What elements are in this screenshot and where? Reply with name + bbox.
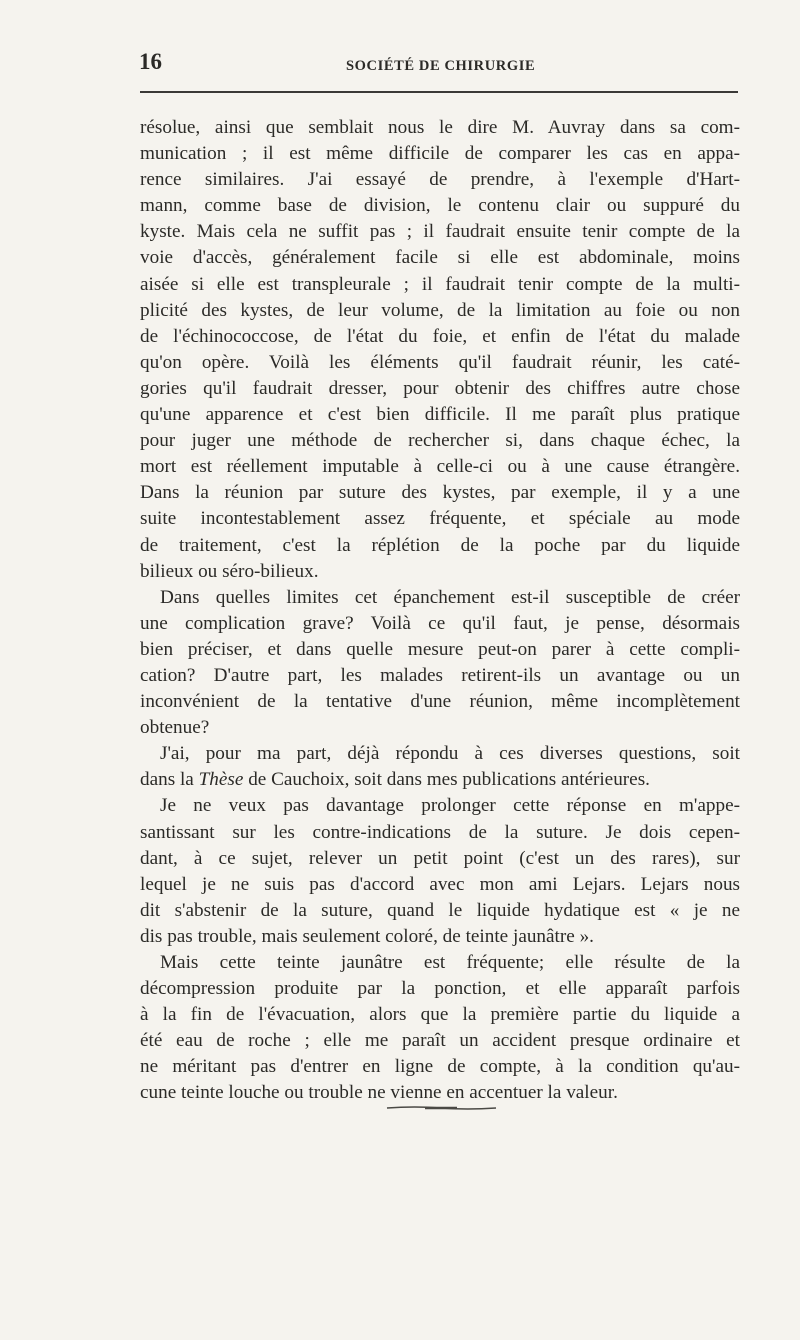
text-line: aisée si elle est transpleurale ; il faudrait tenir compte de la multi-	[140, 273, 740, 295]
paragraph	[140, 115, 740, 585]
text-line: bilieux ou séro-bilieux.	[140, 560, 319, 582]
page-number: 16	[139, 49, 162, 74]
italic-title: Thèse	[198, 769, 244, 791]
text-line: une complication grave? Voilà ce qu'il faut, je pense, désormais	[140, 612, 740, 634]
text-line: résolue, ainsi que semblait nous le dire M. Auvray dans sa com-	[140, 117, 740, 138]
text-line: obtenue?	[140, 717, 210, 739]
text-line: ne méritant pas d'entrer en ligne de compte, à la condition qu'au-	[140, 1056, 740, 1078]
text-line: mort est réellement imputable à celle-ci ou à une cause étrangère.	[140, 456, 740, 478]
text-line: santissant sur les contre-indications de la suture. Je dois cepen-	[140, 821, 740, 843]
text-line: décompression produite par la ponction, et elle apparaît parfois	[140, 978, 740, 1000]
text-line: qu'on opère. Voilà les éléments qu'il faudrait réunir, les caté-	[140, 351, 740, 373]
text-line: munication ; il est même difficile de comparer les cas en appa-	[140, 143, 740, 165]
text-line: Mais cette teinte jaunâtre est fréquente; elle résulte de la	[160, 952, 740, 973]
text-line: cune teinte louche ou trouble ne vienne en accentuer la valeur.	[140, 1082, 618, 1104]
text-line: mann, comme base de division, le contenu clair ou suppuré du	[140, 195, 740, 217]
text-line: de traitement, c'est la réplétion de la poche par du liquide	[140, 534, 740, 556]
text-line: suite incontestablement assez fréquente, et spéciale au mode	[140, 508, 740, 530]
text-line: kyste. Mais cela ne suffit pas ; il faudrait ensuite tenir compte de la	[140, 221, 740, 243]
text-line: pour juger une méthode de rechercher si, dans chaque échec, la	[140, 430, 740, 452]
text-line: lequel je ne suis pas d'accord avec mon ami Lejars. Lejars nous	[140, 873, 740, 895]
text-line: dans la Thèse de Cauchoix, soit dans mes publications antérieures.	[140, 769, 650, 791]
text-line: Je ne veux pas davantage prolonger cette réponse en m'appe-	[160, 795, 740, 817]
text-line: à la fin de l'évacuation, alors que la première partie du liquide a	[140, 1004, 740, 1026]
text-line: Dans quelles limites cet épanchement est-il susceptible de créer	[160, 586, 740, 608]
text-line: rence similaires. J'ai essayé de prendre, à l'exemple d'Hart-	[140, 169, 740, 191]
text-line: dant, à ce sujet, relever un petit point (c'est un des rares), sur	[140, 847, 740, 869]
text-line: gories qu'il faudrait dresser, pour obtenir des chiffres autre chose	[140, 377, 740, 399]
text-line: qu'une apparence et c'est bien difficile. Il me paraît plus pratique	[140, 404, 740, 426]
text-line: bien préciser, et dans quelle mesure peut-on parer à cette compli-	[140, 638, 740, 660]
paragraph	[140, 585, 740, 742]
text-line: Dans la réunion par suture des kystes, par exemple, il y a une	[140, 482, 740, 504]
text-line: inconvénient de la tentative d'une réunion, même incomplètement	[140, 691, 740, 713]
end-ornament	[385, 1105, 498, 1111]
text-line: dis pas trouble, mais seulement coloré, de teinte jaunâtre ».	[140, 925, 594, 947]
text-line: J'ai, pour ma part, déjà répondu à ces diverses questions, soit	[160, 743, 740, 765]
text-line: dit s'abstenir de la suture, quand le liquide hydatique est « je ne	[140, 899, 740, 921]
text-line: cation? D'autre part, les malades retirent-ils un avantage ou un	[140, 664, 740, 686]
paragraph	[140, 741, 740, 793]
text-line: été eau de roche ; elle me paraît un accident presque ordinaire et	[140, 1030, 740, 1052]
text-line: plicité des kystes, de leur volume, de la limitation au foie ou non	[140, 299, 740, 321]
paragraph	[140, 950, 740, 1107]
header-rule	[140, 91, 738, 93]
text-line: de l'échinococcose, de l'état du foie, et enfin de l'état du malade	[140, 325, 740, 347]
body-text	[140, 115, 740, 1107]
running-title: SOCIÉTÉ DE CHIRURGIE	[346, 58, 536, 74]
text-line: voie d'accès, généralement facile si elle est abdominale, moins	[140, 247, 740, 269]
paragraph	[140, 793, 740, 950]
